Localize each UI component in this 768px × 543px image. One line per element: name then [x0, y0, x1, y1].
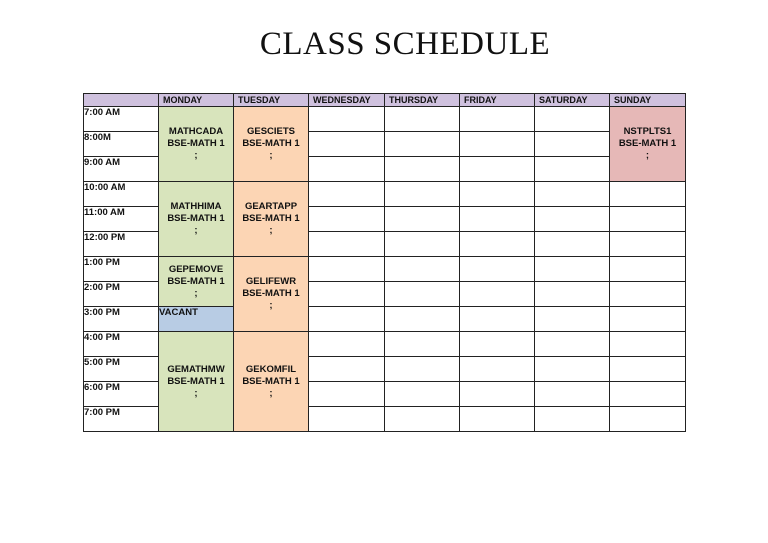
table-row	[84, 107, 686, 132]
empty-cell	[309, 157, 385, 182]
time-label: 9:00 AM	[84, 157, 159, 182]
empty-cell	[610, 182, 686, 207]
class-code: GESCIETS	[246, 126, 296, 137]
empty-cell	[309, 207, 385, 232]
time-label: 12:00 PM	[84, 232, 159, 257]
class-section: BSE-MATH 1	[167, 138, 225, 149]
empty-cell	[309, 382, 385, 407]
empty-cell	[460, 407, 535, 432]
table-row	[84, 182, 686, 207]
empty-cell	[535, 332, 610, 357]
class-note: ;	[194, 150, 198, 161]
table-row	[84, 257, 686, 282]
time-label: 7:00 AM	[84, 107, 159, 132]
class-note: ;	[194, 225, 198, 236]
empty-cell	[535, 182, 610, 207]
empty-cell	[610, 232, 686, 257]
time-label: 11:00 AM	[84, 207, 159, 232]
header-thursday: THURSDAY	[385, 94, 460, 107]
time-label: 5:00 PM	[84, 357, 159, 382]
empty-cell	[610, 332, 686, 357]
empty-cell	[610, 407, 686, 432]
empty-cell	[309, 407, 385, 432]
empty-cell	[309, 257, 385, 282]
empty-cell	[535, 282, 610, 307]
empty-cell	[535, 407, 610, 432]
time-label: 3:00 PM	[84, 307, 159, 332]
empty-cell	[385, 182, 460, 207]
empty-cell	[309, 132, 385, 157]
class-code: GEPEMOVE	[168, 263, 224, 275]
class-code: MATHHIMA	[170, 201, 222, 212]
empty-cell	[385, 407, 460, 432]
empty-cell	[535, 132, 610, 157]
time-label: 8:00M	[84, 132, 159, 157]
class-section: BSE-MATH 1	[167, 213, 225, 224]
class-section: BSE-MATH 1	[242, 288, 300, 299]
empty-cell	[460, 332, 535, 357]
class-section: BSE-MATH 1	[618, 138, 677, 149]
class-note: ;	[194, 387, 198, 399]
empty-cell	[309, 107, 385, 132]
empty-cell	[385, 257, 460, 282]
class-block-tuesday	[234, 182, 309, 257]
empty-cell	[610, 382, 686, 407]
class-section: BSE-MATH 1	[242, 375, 300, 387]
empty-cell	[610, 307, 686, 332]
empty-cell	[460, 132, 535, 157]
table-row	[84, 307, 686, 332]
header-monday: MONDAY	[159, 94, 234, 107]
class-block-monday	[159, 257, 234, 307]
empty-cell	[385, 307, 460, 332]
empty-cell	[385, 232, 460, 257]
empty-cell	[385, 332, 460, 357]
empty-cell	[460, 357, 535, 382]
empty-cell	[460, 307, 535, 332]
empty-cell	[385, 207, 460, 232]
class-block-tuesday	[234, 107, 309, 182]
header-corner	[84, 94, 159, 107]
empty-cell	[385, 157, 460, 182]
empty-cell	[535, 107, 610, 132]
class-section: BSE-MATH 1	[242, 138, 300, 149]
empty-cell	[309, 307, 385, 332]
class-section: BSE-MATH 1	[242, 213, 300, 224]
empty-cell	[460, 382, 535, 407]
class-note: ;	[645, 150, 650, 161]
empty-cell	[309, 232, 385, 257]
empty-cell	[460, 182, 535, 207]
empty-cell	[610, 257, 686, 282]
class-note: ;	[269, 225, 273, 236]
page-title: CLASS SCHEDULE	[259, 26, 551, 62]
empty-cell	[610, 282, 686, 307]
class-section: BSE-MATH 1	[167, 275, 225, 287]
class-code: GEKOMFIL	[245, 363, 297, 375]
class-code: GEARTAPP	[244, 201, 298, 212]
class-note: ;	[269, 387, 273, 399]
class-code: MATHCADA	[168, 126, 224, 137]
time-label: 4:00 PM	[84, 332, 159, 357]
empty-cell	[460, 207, 535, 232]
empty-cell	[535, 357, 610, 382]
empty-cell	[535, 207, 610, 232]
empty-cell	[385, 357, 460, 382]
schedule-table	[83, 93, 686, 432]
empty-cell	[309, 282, 385, 307]
empty-cell	[460, 257, 535, 282]
class-block-sunday	[610, 107, 686, 182]
empty-cell	[385, 382, 460, 407]
empty-cell	[535, 157, 610, 182]
header-sunday: SUNDAY	[610, 94, 686, 107]
class-block-tuesday	[234, 332, 309, 432]
time-label: 10:00 AM	[84, 182, 159, 207]
class-code: GELIFEWR	[245, 276, 297, 287]
empty-cell	[309, 357, 385, 382]
empty-cell	[460, 282, 535, 307]
class-code: NSTPLTS1	[623, 126, 672, 137]
header-row	[84, 94, 686, 107]
time-label: 1:00 PM	[84, 257, 159, 282]
empty-cell	[309, 332, 385, 357]
empty-cell	[535, 232, 610, 257]
header-friday: FRIDAY	[460, 94, 535, 107]
class-section: BSE-MATH 1	[167, 375, 225, 387]
empty-cell	[610, 207, 686, 232]
time-label: 7:00 PM	[84, 407, 159, 432]
class-block-tuesday	[234, 257, 309, 332]
empty-cell	[535, 382, 610, 407]
class-note: ;	[269, 150, 273, 161]
empty-cell	[385, 132, 460, 157]
empty-cell	[460, 232, 535, 257]
header-saturday: SATURDAY	[535, 94, 610, 107]
class-block-monday	[159, 332, 234, 432]
class-block-monday	[159, 107, 234, 182]
time-label: 6:00 PM	[84, 382, 159, 407]
empty-cell	[460, 107, 535, 132]
header-wednesday: WEDNESDAY	[309, 94, 385, 107]
table-row	[84, 332, 686, 357]
class-note: ;	[269, 300, 273, 311]
class-block-monday	[159, 182, 234, 257]
empty-cell	[610, 357, 686, 382]
empty-cell	[535, 257, 610, 282]
empty-cell	[385, 107, 460, 132]
empty-cell	[535, 307, 610, 332]
time-label: 2:00 PM	[84, 282, 159, 307]
empty-cell	[309, 182, 385, 207]
class-code: GEMATHMW	[167, 363, 225, 375]
empty-cell	[385, 282, 460, 307]
header-tuesday: TUESDAY	[234, 94, 309, 107]
empty-cell	[460, 157, 535, 182]
vacant-slot: VACANT	[159, 307, 234, 332]
class-note: ;	[194, 287, 198, 299]
